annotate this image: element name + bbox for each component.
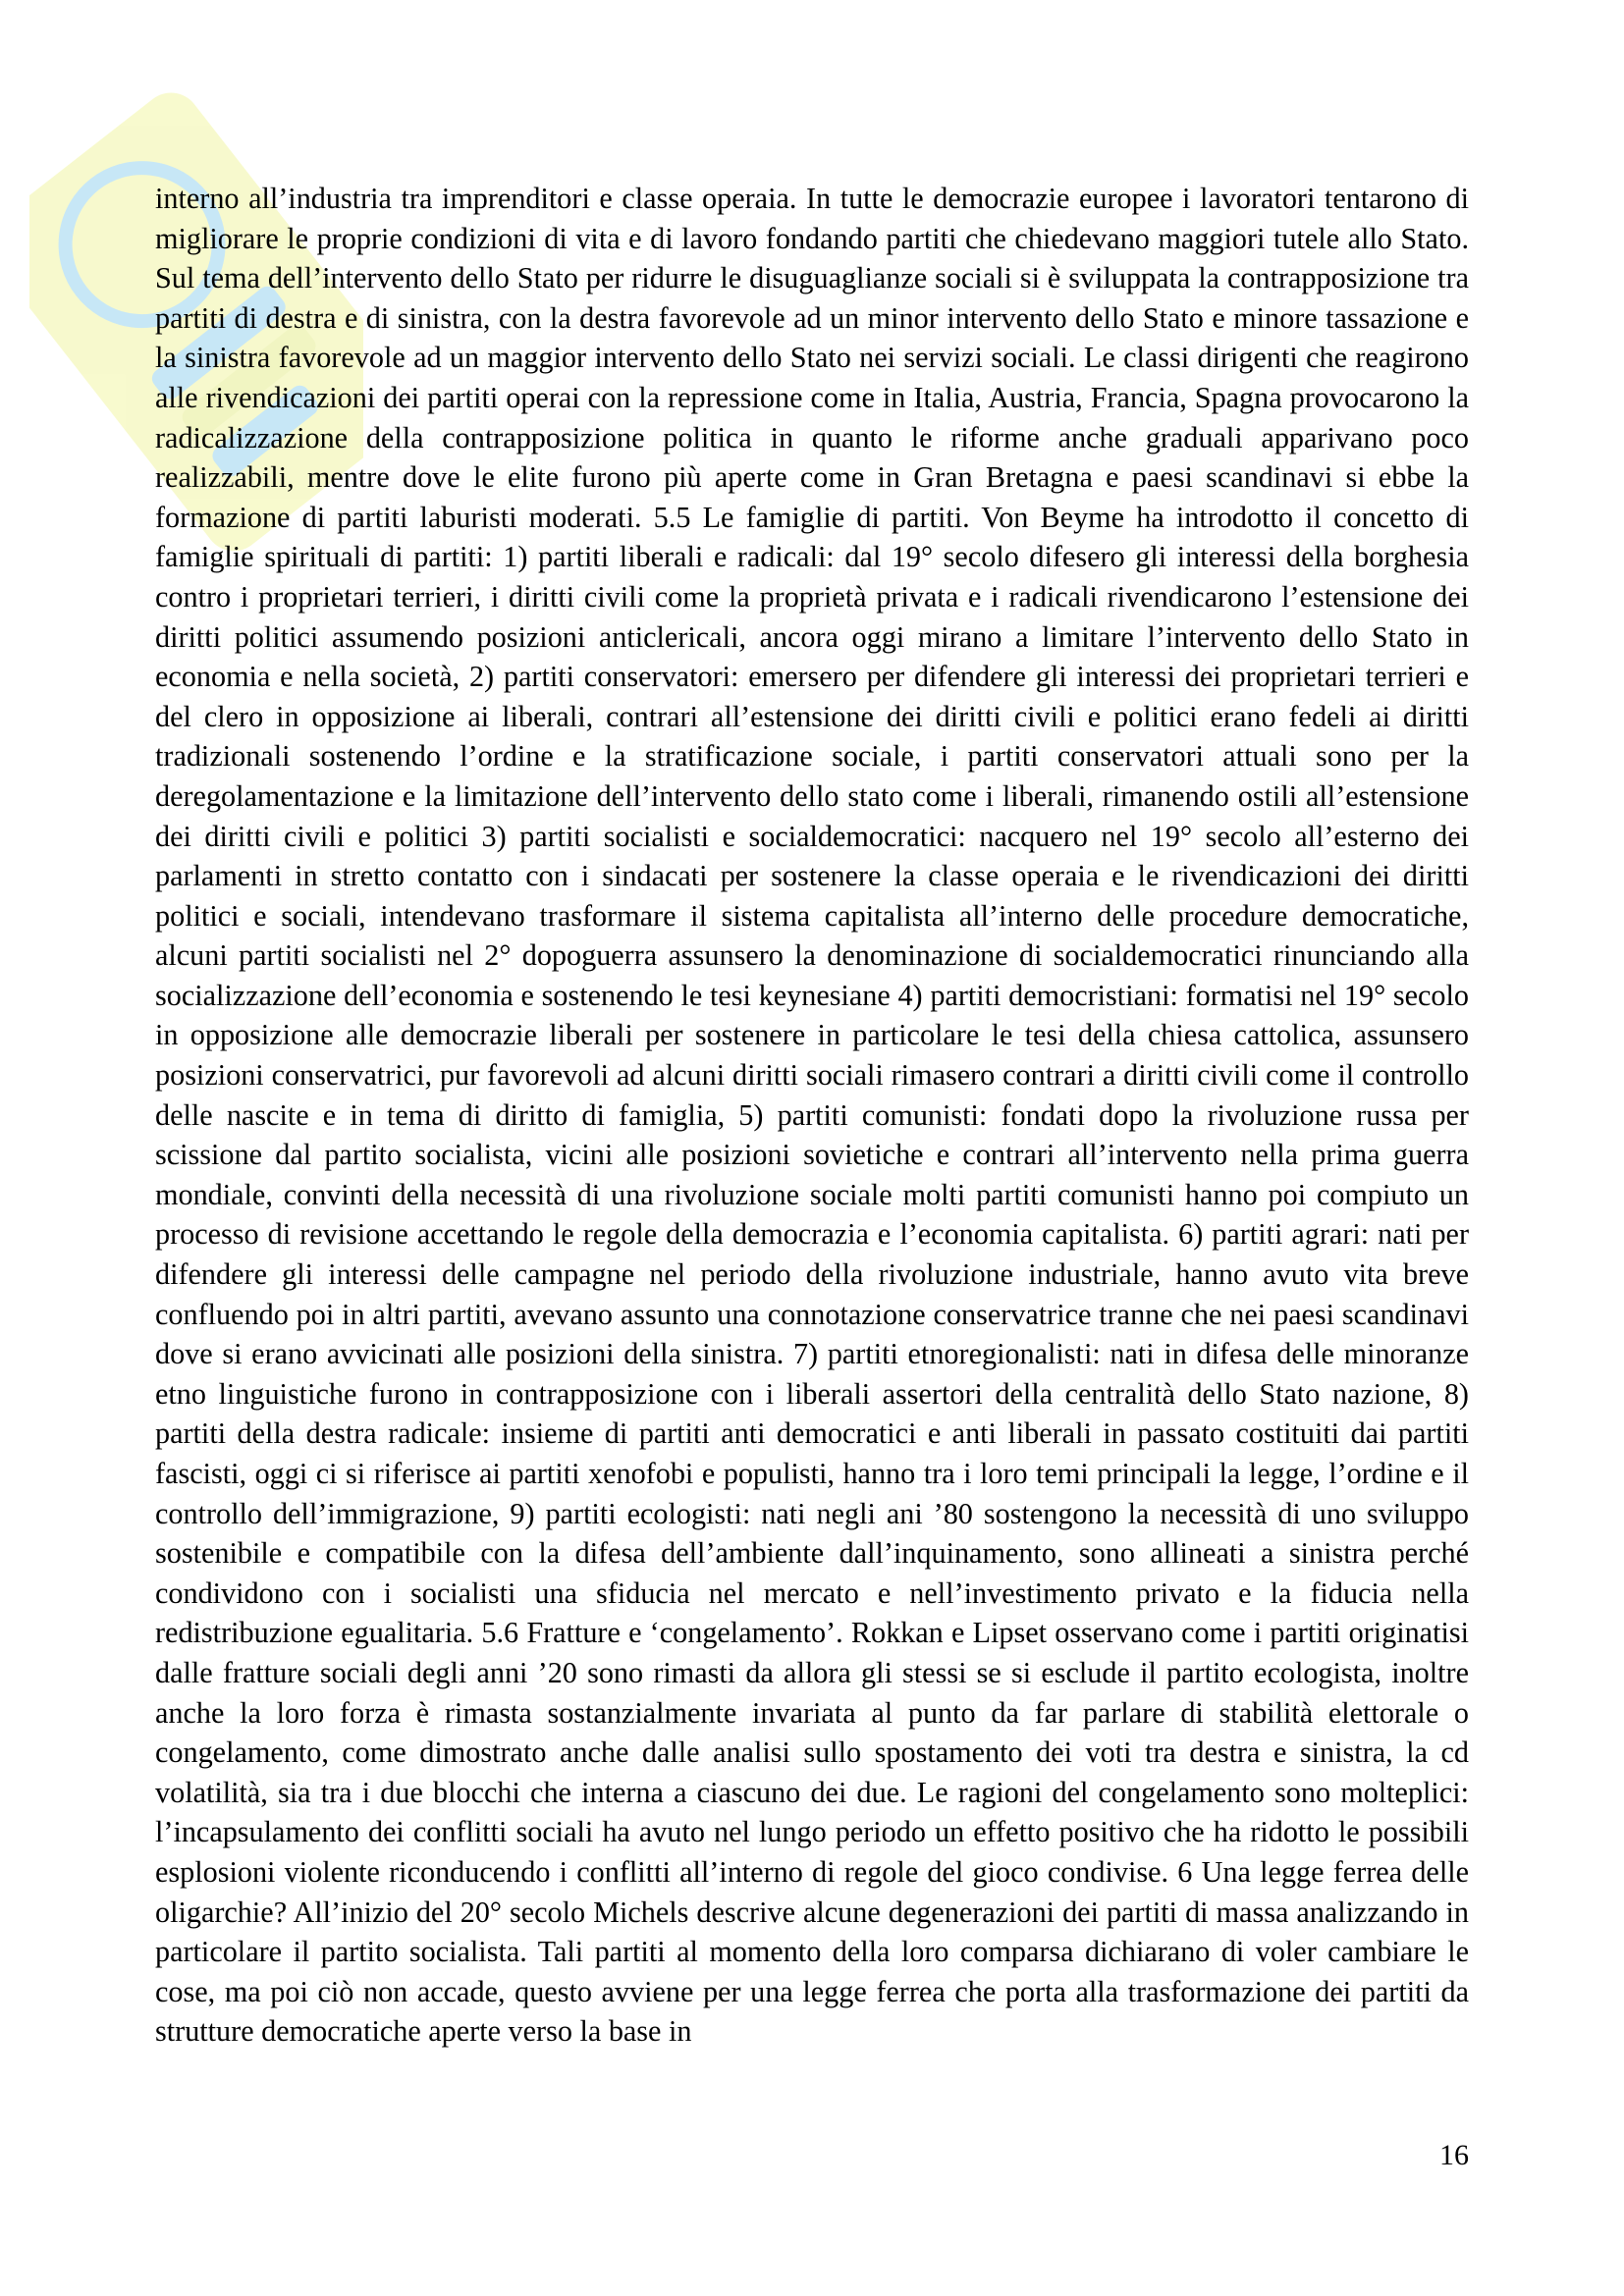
page-number: 16 [1439,2139,1469,2171]
document-body-text: interno all’industria tra imprenditori e classe operaia. In tutte le democrazie europee i lavoratori tentarono di migliorare le proprie condizioni di vita e di lavoro fondando partiti che chiedevano maggiori tutele allo Stato. Sul tema dell’intervento dello Stato per ridurre le disuguaglianze sociali si è sviluppata la contrapposizione tra partiti di destra e di sinistra, con la destra favorevole ad un minor intervento dello Stato e minore tassazione e la sinistra favorevole ad un maggior intervento dello Stato nei servizi sociali. Le classi dirigenti che reagirono alle rivendicazioni dei partiti operai con la repressione come in Italia, Austria, Francia, Spagna provocarono la radicalizzazione della contrapposizione politica in quanto le riforme anche graduali apparivano poco realizzabili, mentre dove le elite furono più aperte come in Gran Bretagna e paesi scandinavi si ebbe la formazione di partiti laburisti moderati. 5.5 Le famiglie di partiti. Von Beyme ha introdotto il concetto di famiglie spirituali di partiti: 1) partiti liberali e radicali: dal 19° secolo difesero gli interessi della borghesia contro i proprietari terrieri, i diritti civili come la proprietà privata e i radicali rivendicarono l’estensione dei diritti politici assumendo posizioni anticlericali, ancora oggi mirano a limitare l’intervento dello Stato in economia e nella società, 2) partiti conservatori: emersero per difendere gli interessi dei proprietari terrieri e del clero in opposizione ai liberali, contrari all’estensione dei diritti civili e politici erano fedeli ai diritti tradizionali sostenendo l’ordine e la stratificazione sociale, i partiti conservatori attuali sono per la deregolamentazione e la limitazione dell’intervento dello stato come i liberali, rimanendo ostili all’estensione dei diritti civili e politici 3) partiti socialisti e socialdemocratici: nacquero nel 19° secolo all’esterno dei parlamenti in stretto contatto con i sindacati per sostenere la classe operaia e le rivendicazioni dei diritti politici e sociali, intendevano trasformare il sistema capitalista all’interno delle procedure democratiche, alcuni partiti socialisti nel 2° dopoguerra assunsero la denominazione di socialdemocratici rinunciando alla socializzazione dell’economia e sostenendo le tesi keynesiane 4) partiti democristiani: formatisi nel 19° secolo in opposizione alle democrazie liberali per sostenere in particolare le tesi della chiesa cattolica, assunsero posizioni conservatrici, pur favorevoli ad alcuni diritti sociali rimasero contrari a diritti civili come il controllo delle nascite e in tema di diritto di famiglia, 5) partiti comunisti: fondati dopo la rivoluzione russa per scissione dal partito socialista, vicini alle posizioni sovietiche e contrari all’intervento nella prima guerra mondiale, convinti della necessità di una rivoluzione sociale molti partiti comunisti hanno poi compiuto un processo di revisione accettando le regole della democrazia e l’economia capitalista. 6) partiti agrari: nati per difendere gli interessi delle campagne nel periodo della rivoluzione industriale, hanno avuto vita breve confluendo poi in altri partiti, avevano assunto una connotazione conservatrice tranne che nei paesi scandinavi dove si erano avvicinati alle posizioni della sinistra. 7) partiti etnoregionalisti: nati in difesa delle minoranze etno linguistiche furono in contrapposizione con i liberali assertori della centralità dello Stato nazione, 8) partiti della destra radicale: insieme di partiti anti democratici e anti liberali in passato costituiti dai partiti fascisti, oggi ci si riferisce ai partiti xenofobi e populisti, hanno tra i loro temi principali la legge, l’ordine e il controllo dell’immigrazione, 9) partiti ecologisti: nati negli ani ’80 sostengono la necessità di uno sviluppo sostenibile e compatibile con la difesa dell’ambiente dall’inquinamento, sono allineati a sinistra perché condividono con i socialisti una sfiducia nel mercato e nell’investimento privato e la fiducia nella redistribuzione egualitaria. 5.6 Fratture e ‘congelamento’. Rokkan e Lipset osservano come i partiti originatisi dalle fratture sociali degli anni ’20 sono rimasti da allora gli stessi se si esclude il partito ecologista, inoltre anche la loro forza è rimasta sostanzialmente invariata al punto da far parlare di stabilità elettorale o congelamento, come dimostrato anche dalle analisi sullo spostamento dei voti tra destra e sinistra, la cd volatilità, sia tra i due blocchi che interna a ciascuno dei due. Le ragioni del congelamento sono molteplici: l’incapsulamento dei conflitti sociali ha avuto nel lungo periodo un effetto positivo che ha ridotto le possibili esplosioni violente riconducendo i conflitti all’interno di regole del gioco condivise. 6 Una legge ferrea delle oligarchie? All’inizio del 20° secolo Michels descrive alcune degenerazioni dei partiti di massa analizzando in particolare il partito socialista. Tali partiti al momento della loro comparsa dichiarano di voler cambiare le cose, ma poi ciò non accade, questo avviene per una legge ferrea che porta alla trasformazione dei partiti da strutture democratiche aperte verso la base in [155,182,1469,2049]
